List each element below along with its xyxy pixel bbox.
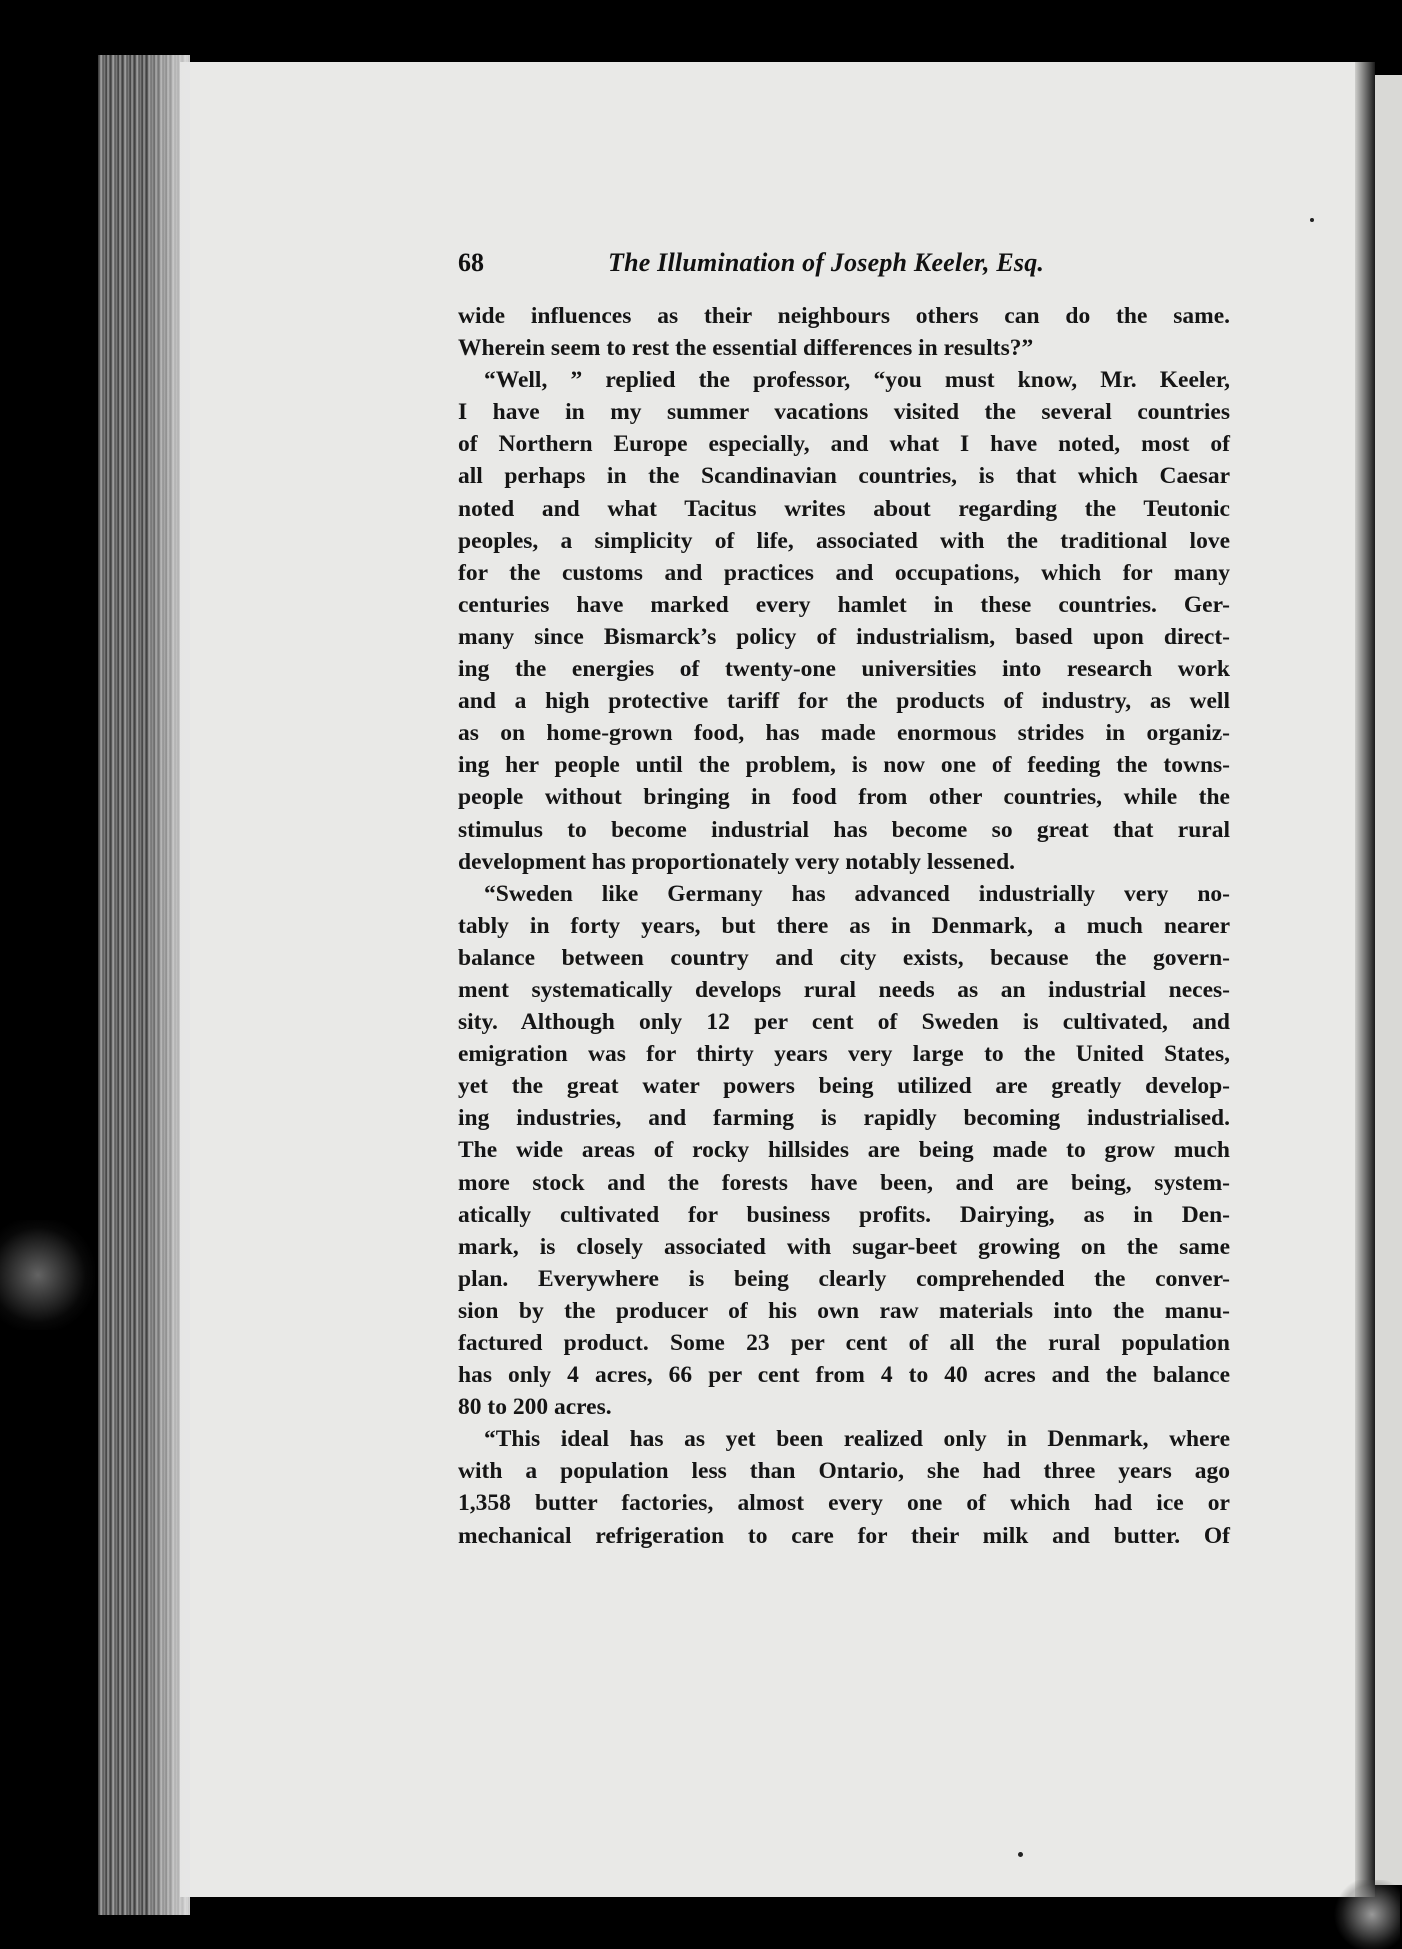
page-gutter-shadow	[150, 55, 190, 1915]
page-number: 68	[458, 248, 484, 277]
text-line: many since Bismarck’s policy of industrialism, based upon direct-	[458, 623, 1230, 650]
text-line: as on home-grown food, has made enormous strides in organiz-	[458, 720, 1230, 747]
text-line: ing industries, and farming is rapidly becoming industrialised.	[458, 1105, 1230, 1132]
text-line: ing her people until the problem, is now one of feeding the towns-	[458, 752, 1230, 779]
text-line: all perhaps in the Scandinavian countries, is that which Caesar	[458, 463, 1230, 490]
body-text	[458, 300, 1230, 1552]
text-line: yet the great water powers being utilized are greatly develop-	[458, 1073, 1230, 1100]
text-line: I have in my summer vacations visited the several countries	[458, 399, 1230, 426]
text-line: “Sweden like Germany has advanced industrially very no-	[484, 880, 1230, 907]
text-line: more stock and the forests have been, and are being, system-	[458, 1169, 1230, 1196]
text-line: plan. Everywhere is being clearly comprehended the conver-	[458, 1265, 1230, 1292]
page-right-shadow	[1355, 62, 1375, 1897]
text-line: “This ideal has as yet been realized only in Denmark, where	[484, 1426, 1230, 1453]
text-line: with a population less than Ontario, she had three years ago	[458, 1458, 1230, 1485]
text-line: centuries have marked every hamlet in these countries. Ger-	[458, 591, 1230, 618]
text-line: balance between country and city exists, because the govern-	[458, 944, 1230, 971]
dust-speck	[1018, 1852, 1023, 1857]
facing-page-strip	[1375, 75, 1402, 1885]
text-line: of Northern Europe especially, and what I have noted, most of	[458, 431, 1230, 458]
text-line: people without bringing in food from other countries, while the	[458, 784, 1230, 811]
text-line: has only 4 acres, 66 per cent from 4 to 40 acres and the balance	[458, 1362, 1230, 1389]
text-line: peoples, a simplicity of life, associated with the traditional love	[458, 527, 1230, 554]
running-title: The Illumination of Joseph Keeler, Esq.	[608, 248, 1045, 277]
text-line: and a high protective tariff for the products of industry, as well	[458, 688, 1230, 715]
page-header	[458, 248, 1074, 288]
text-line: Wherein seem to rest the essential differences in results?”	[458, 335, 1034, 362]
text-line: mechanical refrigeration to care for their milk and butter. Of	[458, 1522, 1230, 1549]
text-line: tably in forty years, but there as in Denmark, a much nearer	[458, 912, 1230, 939]
text-line: wide influences as their neighbours others can do the same.	[458, 303, 1230, 329]
dust-speck	[1310, 218, 1314, 222]
text-line: ing the energies of twenty-one universities into research work	[458, 656, 1230, 683]
text-line: emigration was for thirty years very large to the United States,	[458, 1041, 1230, 1068]
text-line: noted and what Tacitus writes about regarding the Teutonic	[458, 495, 1230, 522]
text-line: sity. Although only 12 per cent of Sweden is cultivated, and	[458, 1009, 1230, 1036]
text-line: ment systematically develops rural needs as an industrial neces-	[458, 976, 1230, 1003]
text-line: for the customs and practices and occupations, which for many	[458, 559, 1230, 586]
text-line: factured product. Some 23 per cent of all the rural population	[458, 1330, 1230, 1356]
text-line: The wide areas of rocky hillsides are being made to grow much	[458, 1137, 1230, 1164]
text-line: mark, is closely associated with sugar-beet growing on the same	[458, 1233, 1230, 1260]
text-line: 80 to 200 acres.	[458, 1394, 612, 1421]
text-line: “Well, ” replied the professor, “you must know, Mr. Keeler,	[484, 367, 1230, 394]
text-line: atically cultivated for business profits. Dairying, as in Den-	[458, 1201, 1230, 1228]
text-line: sion by the producer of his own raw materials into the manu-	[458, 1297, 1230, 1324]
text-line: development has proportionately very notably lessened.	[458, 848, 1016, 875]
scan-smudge	[0, 1220, 95, 1330]
scan-corner-mark	[1330, 1880, 1400, 1949]
text-line: stimulus to become industrial has become so great that rural	[458, 816, 1230, 843]
text-line: 1,358 butter factories, almost every one of which had ice or	[458, 1490, 1230, 1517]
